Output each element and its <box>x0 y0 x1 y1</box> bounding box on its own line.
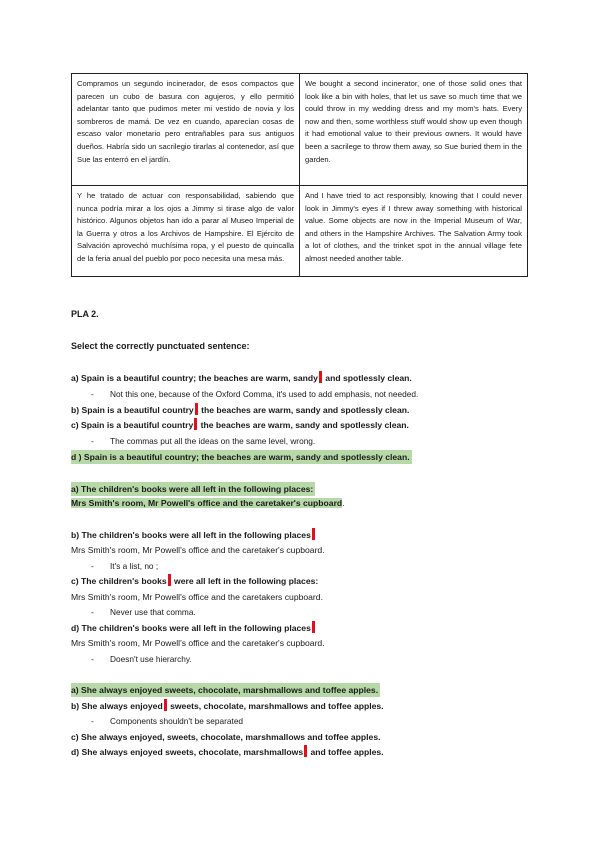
note-text: Not this one, because of the Oxford Comma, it's used to add emphasis, not needed. <box>110 389 419 399</box>
bullet-dash: - <box>91 607 94 617</box>
spanish-cell: Y he tratado de actuar con responsabilidad, sabiendo que nunca podría mirar a los ojos a Jimmy si tirase algo de valor histórico. Algunos objetos han ido a parar al Museo Imperial de la Guerra y otros a los Archivos de Hampshire. El Ejército de Salvación aprovechó muchísima ropa, y el puesto de quincalla de la feria anual del pueblo por poco necesita una mesa más. <box>72 186 300 277</box>
option-text: . <box>342 498 345 508</box>
note-text: Never use that comma. <box>110 607 196 617</box>
q2-option-a-correct-line1: a) The children's books were all left in the following places: <box>71 484 314 494</box>
option-text: d) The children's books were all left in the following places <box>71 623 311 633</box>
option-text: were all left in the following places: <box>171 576 319 586</box>
q1-note-c <box>91 434 315 448</box>
error-mark <box>304 745 307 757</box>
q2-option-b-line1 <box>71 528 316 542</box>
english-cell: And I have tried to act responsibly, knowing that I could never look in Jimmy's eyes if I threw away something with historical value. Some objects are now in the Imperial Museum of War, and others in the Hampshire Archives. The Salvation Army took a lot of clothes, and the trinket spot in the annual village fete almost needed another table. <box>300 186 528 277</box>
instruction-text: Select the correctly punctuated sentence: <box>71 341 250 351</box>
option-text: c) Spain is a beautiful country <box>71 420 194 430</box>
q3-option-d <box>71 745 384 759</box>
note-text: Components shouldn't be separated <box>110 716 244 726</box>
bullet-dash: - <box>91 716 94 726</box>
note-text: The commas put all the ideas on the same level, wrong. <box>110 436 316 446</box>
q3-note-b <box>91 714 243 728</box>
english-cell: We bought a second incinerator, one of those solid ones that look like a bin with holes, that let us save so much time that we could throw in my wedding dress and my mom's hats. Every now and then, some worthless stuff would show up even though it had emotional value to their previous owners. It would have been a sacrilege to throw them away, so Sue buried them in the garden. <box>300 74 528 186</box>
q1-option-a <box>71 371 412 385</box>
q1-option-d-correct: d ) Spain is a beautiful country; the beaches are warm, sandy and spotlessly clean. <box>71 452 410 462</box>
q2-option-c-line1 <box>71 574 318 588</box>
error-mark <box>195 403 198 415</box>
q2-note-b <box>91 559 158 573</box>
q2-option-b-line2: Mrs Smith's room, Mr Powell's office and the caretaker's cupboard. <box>71 545 325 555</box>
option-text: b) She always enjoyed <box>71 701 163 711</box>
q3-option-b <box>71 699 384 713</box>
q2-option-c-line2: Mrs Smith's room, Mr Powell's office and the caretakers cupboard. <box>71 592 323 602</box>
error-mark <box>168 574 171 586</box>
option-text: a) Spain is a beautiful country; the beaches are warm, sandy <box>71 373 318 383</box>
error-mark <box>194 418 197 430</box>
section-heading: PLA 2. <box>71 309 99 319</box>
q2-option-d-line1 <box>71 621 316 635</box>
q2-option-d-line2: Mrs Smith's room, Mr Powell's office and the caretaker's cupboard. <box>71 638 325 648</box>
q2-note-c <box>91 605 196 619</box>
option-text: and spotlessly clean. <box>322 373 412 383</box>
q1-option-c <box>71 418 409 432</box>
note-text: Doesn't use hierarchy. <box>110 654 192 664</box>
q1-option-b <box>71 403 409 417</box>
bullet-dash: - <box>91 389 94 399</box>
translation-table <box>71 73 528 277</box>
bullet-dash: - <box>91 654 94 664</box>
error-mark <box>312 528 315 540</box>
note-text: It's a list, no ; <box>110 561 159 571</box>
option-text: d) She always enjoyed sweets, chocolate, marshmallows <box>71 747 304 757</box>
bullet-dash: - <box>91 436 94 446</box>
option-text: and toffee apples. <box>308 747 384 757</box>
error-mark <box>312 621 315 633</box>
spanish-cell: Compramos un segundo incinerador, de esos compactos que parecen un cubo de basura con agujeros, y ello permitió adelantar tanto que pudimos meter mi vestido de novia y los sombreros de mamá. De vez en cuando, aparecían cosas de escaso valor monetario pero entrañables para sus antiguos dueños. Habría sido un sacrilegio tirarlas al contenedor, así que Sue las enterró en el jardín. <box>72 74 300 186</box>
option-text: the beaches are warm, sandy and spotlessly clean. <box>198 405 410 415</box>
table-row <box>72 186 528 277</box>
error-mark <box>319 371 322 383</box>
option-text: sweets, chocolate, marshmallows and toffee apples. <box>167 701 384 711</box>
option-text: c) The children's books <box>71 576 167 586</box>
option-text: b) Spain is a beautiful country <box>71 405 194 415</box>
table-row <box>72 74 528 186</box>
q2-option-a-correct-line2 <box>71 496 345 510</box>
q3-option-a-correct: a) She always enjoyed sweets, chocolate, marshmallows and toffee apples. <box>71 685 379 695</box>
error-mark <box>164 699 167 711</box>
option-text: b) The children's books were all left in the following places <box>71 530 311 540</box>
q3-option-c: c) She always enjoyed, sweets, chocolate, marshmallows and toffee apples. <box>71 732 381 742</box>
q2-note-d <box>91 652 192 666</box>
bullet-dash: - <box>91 561 94 571</box>
q1-note-a <box>91 387 418 401</box>
option-text: Mrs Smith's room, Mr Powell's office and the caretaker's cupboard <box>71 498 343 508</box>
option-text: the beaches are warm, sandy and spotlessly clean. <box>198 420 409 430</box>
